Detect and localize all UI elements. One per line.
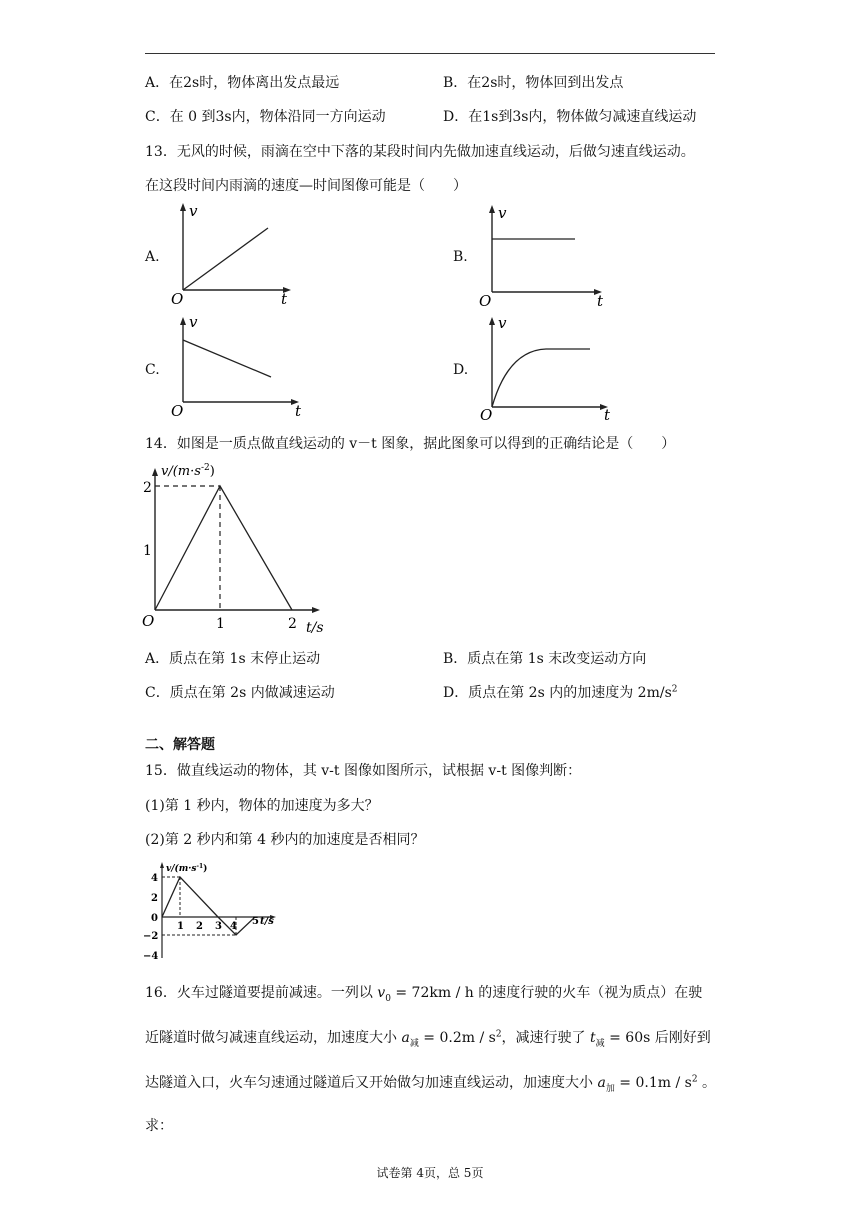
q16-a-dec-subscript: 减 — [409, 1038, 419, 1049]
q15-xtick-5: 5 — [252, 916, 259, 927]
q16-v0-value: = 72km / h — [390, 985, 474, 1001]
origin-label: O — [171, 290, 184, 306]
q16-line3 — [145, 1072, 716, 1094]
q14-origin: O — [142, 612, 155, 630]
q13-stem-line2: 在这段时间内雨滴的速度—时间图像可能是（ ） — [145, 178, 467, 194]
q16-a-acc-subscript: 加 — [605, 1083, 615, 1094]
q14-xtick-1: 1 — [216, 616, 225, 632]
page-footer: 试卷第 4页，总 5页 — [376, 1166, 484, 1180]
q14-xlabel: t/s — [306, 620, 324, 636]
q15-ylabel-close: ) — [203, 864, 208, 874]
q16-a-acc-exp: 2 — [691, 1074, 698, 1085]
q14-ytick-1: 1 — [143, 543, 152, 559]
q15-ytick-0: 0 — [151, 913, 158, 924]
q14-option-c: C．质点在第 2s 内做减速运动 — [145, 685, 335, 701]
q13-graph-d — [474, 312, 614, 422]
q14-ylabel-close: ) — [209, 464, 215, 479]
q14-option-a: A．质点在第 1s 末停止运动 — [145, 651, 321, 667]
q14-option-d — [443, 682, 678, 702]
section-title: 二、解答题 — [145, 737, 215, 753]
q15-ylabel: v/(m·s — [166, 864, 197, 874]
q16-v0-symbol: v — [377, 985, 386, 1001]
q13-label-a: A. — [145, 249, 160, 265]
axis-v-label: v — [189, 202, 198, 220]
q16-l3-text-b: 。 — [697, 1075, 716, 1091]
svg-text:v/(m·s-1) — [166, 863, 207, 874]
axis-v-label: v — [189, 313, 198, 331]
q14-option-b: B．质点在第 1s 末改变运动方向 — [443, 651, 647, 667]
q15-xlabel: t/s — [260, 916, 274, 927]
q16-a-dec-value: = 0.2m / s — [418, 1030, 496, 1046]
q15-stem: 15．做直线运动的物体，其 v-t 图像如图所示，试根据 v-t 图像判断： — [145, 763, 582, 779]
q16-t-dec-value: = 60s — [604, 1030, 651, 1046]
q13-label-d: D. — [453, 362, 469, 378]
q12-option-a: A．在2s时，物体离出发点最远 — [145, 75, 340, 91]
q16-a-acc-symbol: a — [597, 1075, 606, 1091]
q13-stem-line1: 13．无风的时候，雨滴在空中下落的某段时间内先做加速直线运动，后做匀速直线运动。 — [145, 144, 695, 160]
q16-l3-text-a: 达隧道入口，火车匀速通过隧道后又开始做匀加速直线运动，加速度大小 — [145, 1075, 598, 1091]
header-rule — [145, 53, 715, 54]
q15-graph — [142, 858, 282, 962]
q15-sub2: (2)第 2 秒内和第 4 秒内的加速度是否相同？ — [145, 832, 425, 848]
q13-label-c: C. — [145, 362, 160, 378]
q13-label-b: B. — [453, 249, 468, 265]
axis-v-label: v — [498, 314, 507, 332]
q15-xtick-4: 4 — [230, 921, 237, 932]
q16-l2-text-b: ，减速行驶了 — [501, 1030, 590, 1046]
q15-xtick-2: 2 — [196, 921, 203, 932]
q16-t-dec-subscript: 减 — [595, 1038, 605, 1049]
q12-option-c: C．在 0 到3s内，物体沿同一方向运动 — [145, 109, 386, 125]
q14-ylabel-exp: -2 — [200, 463, 210, 473]
q15-ytick-2: 2 — [151, 893, 158, 904]
q15-ytick-neg2: −2 — [143, 931, 159, 942]
q14-graph — [140, 460, 340, 640]
q14-option-d-exp: 2 — [671, 684, 678, 695]
q16-l2-text-c: 后刚好到 — [650, 1030, 711, 1046]
q16-a-acc-value: = 0.1m / s — [614, 1075, 692, 1091]
svg-text:v/(m·s-2) — [161, 463, 215, 479]
axis-t-label: t — [295, 402, 302, 420]
q16-l2-text-a: 近隧道时做匀减速直线运动，加速度大小 — [145, 1030, 402, 1046]
axis-t-label: t — [281, 290, 288, 306]
axis-t-label: t — [597, 292, 604, 308]
q15-ytick-neg4: −4 — [143, 951, 159, 962]
q16-line4: 求： — [145, 1118, 173, 1134]
q16-a-dec-exp: 2 — [495, 1029, 502, 1040]
q13-graph-b — [474, 200, 609, 308]
q16-line2 — [145, 1027, 711, 1049]
axis-t-label: t — [604, 406, 611, 422]
q15-xtick-1: 1 — [177, 921, 184, 932]
q13-graph-c — [165, 312, 305, 420]
q15-xtick-3: 3 — [215, 921, 222, 932]
origin-label: O — [480, 406, 493, 422]
q16-l1-text-b: 的速度行驶的火车（视为质点）在驶 — [473, 985, 703, 1001]
q14-stem: 14．如图是一质点做直线运动的 v－t 图象，据此图象可以得到的正确结论是（ ） — [145, 436, 676, 452]
origin-label: O — [479, 292, 492, 308]
q12-option-b: B．在2s时，物体回到出发点 — [443, 75, 624, 91]
q14-option-d-text: D．质点在第 2s 内的加速度为 2m/s — [443, 685, 672, 701]
q15-ylabel-exp: -1 — [196, 863, 204, 870]
origin-label: O — [171, 402, 184, 420]
q16-l1-text-a: 16．火车过隧道要提前减速。一列以 — [145, 985, 378, 1001]
q16-a-dec-symbol: a — [401, 1030, 410, 1046]
q14-xtick-2: 2 — [288, 616, 297, 632]
q16-v0-subscript: 0 — [385, 993, 391, 1004]
q14-ytick-2: 2 — [143, 480, 152, 496]
q14-ylabel: v/(m·s — [161, 464, 201, 479]
axis-v-label: v — [498, 204, 507, 222]
q12-option-d: D．在1s到3s内，物体做匀减速直线运动 — [443, 109, 697, 125]
q15-ytick-4: 4 — [151, 873, 158, 884]
q13-graph-a — [165, 198, 300, 306]
q16-line1 — [145, 982, 702, 1004]
q15-sub1: (1)第 1 秒内，物体的加速度为多大？ — [145, 798, 379, 814]
q16-t-dec-symbol: t — [590, 1030, 596, 1046]
